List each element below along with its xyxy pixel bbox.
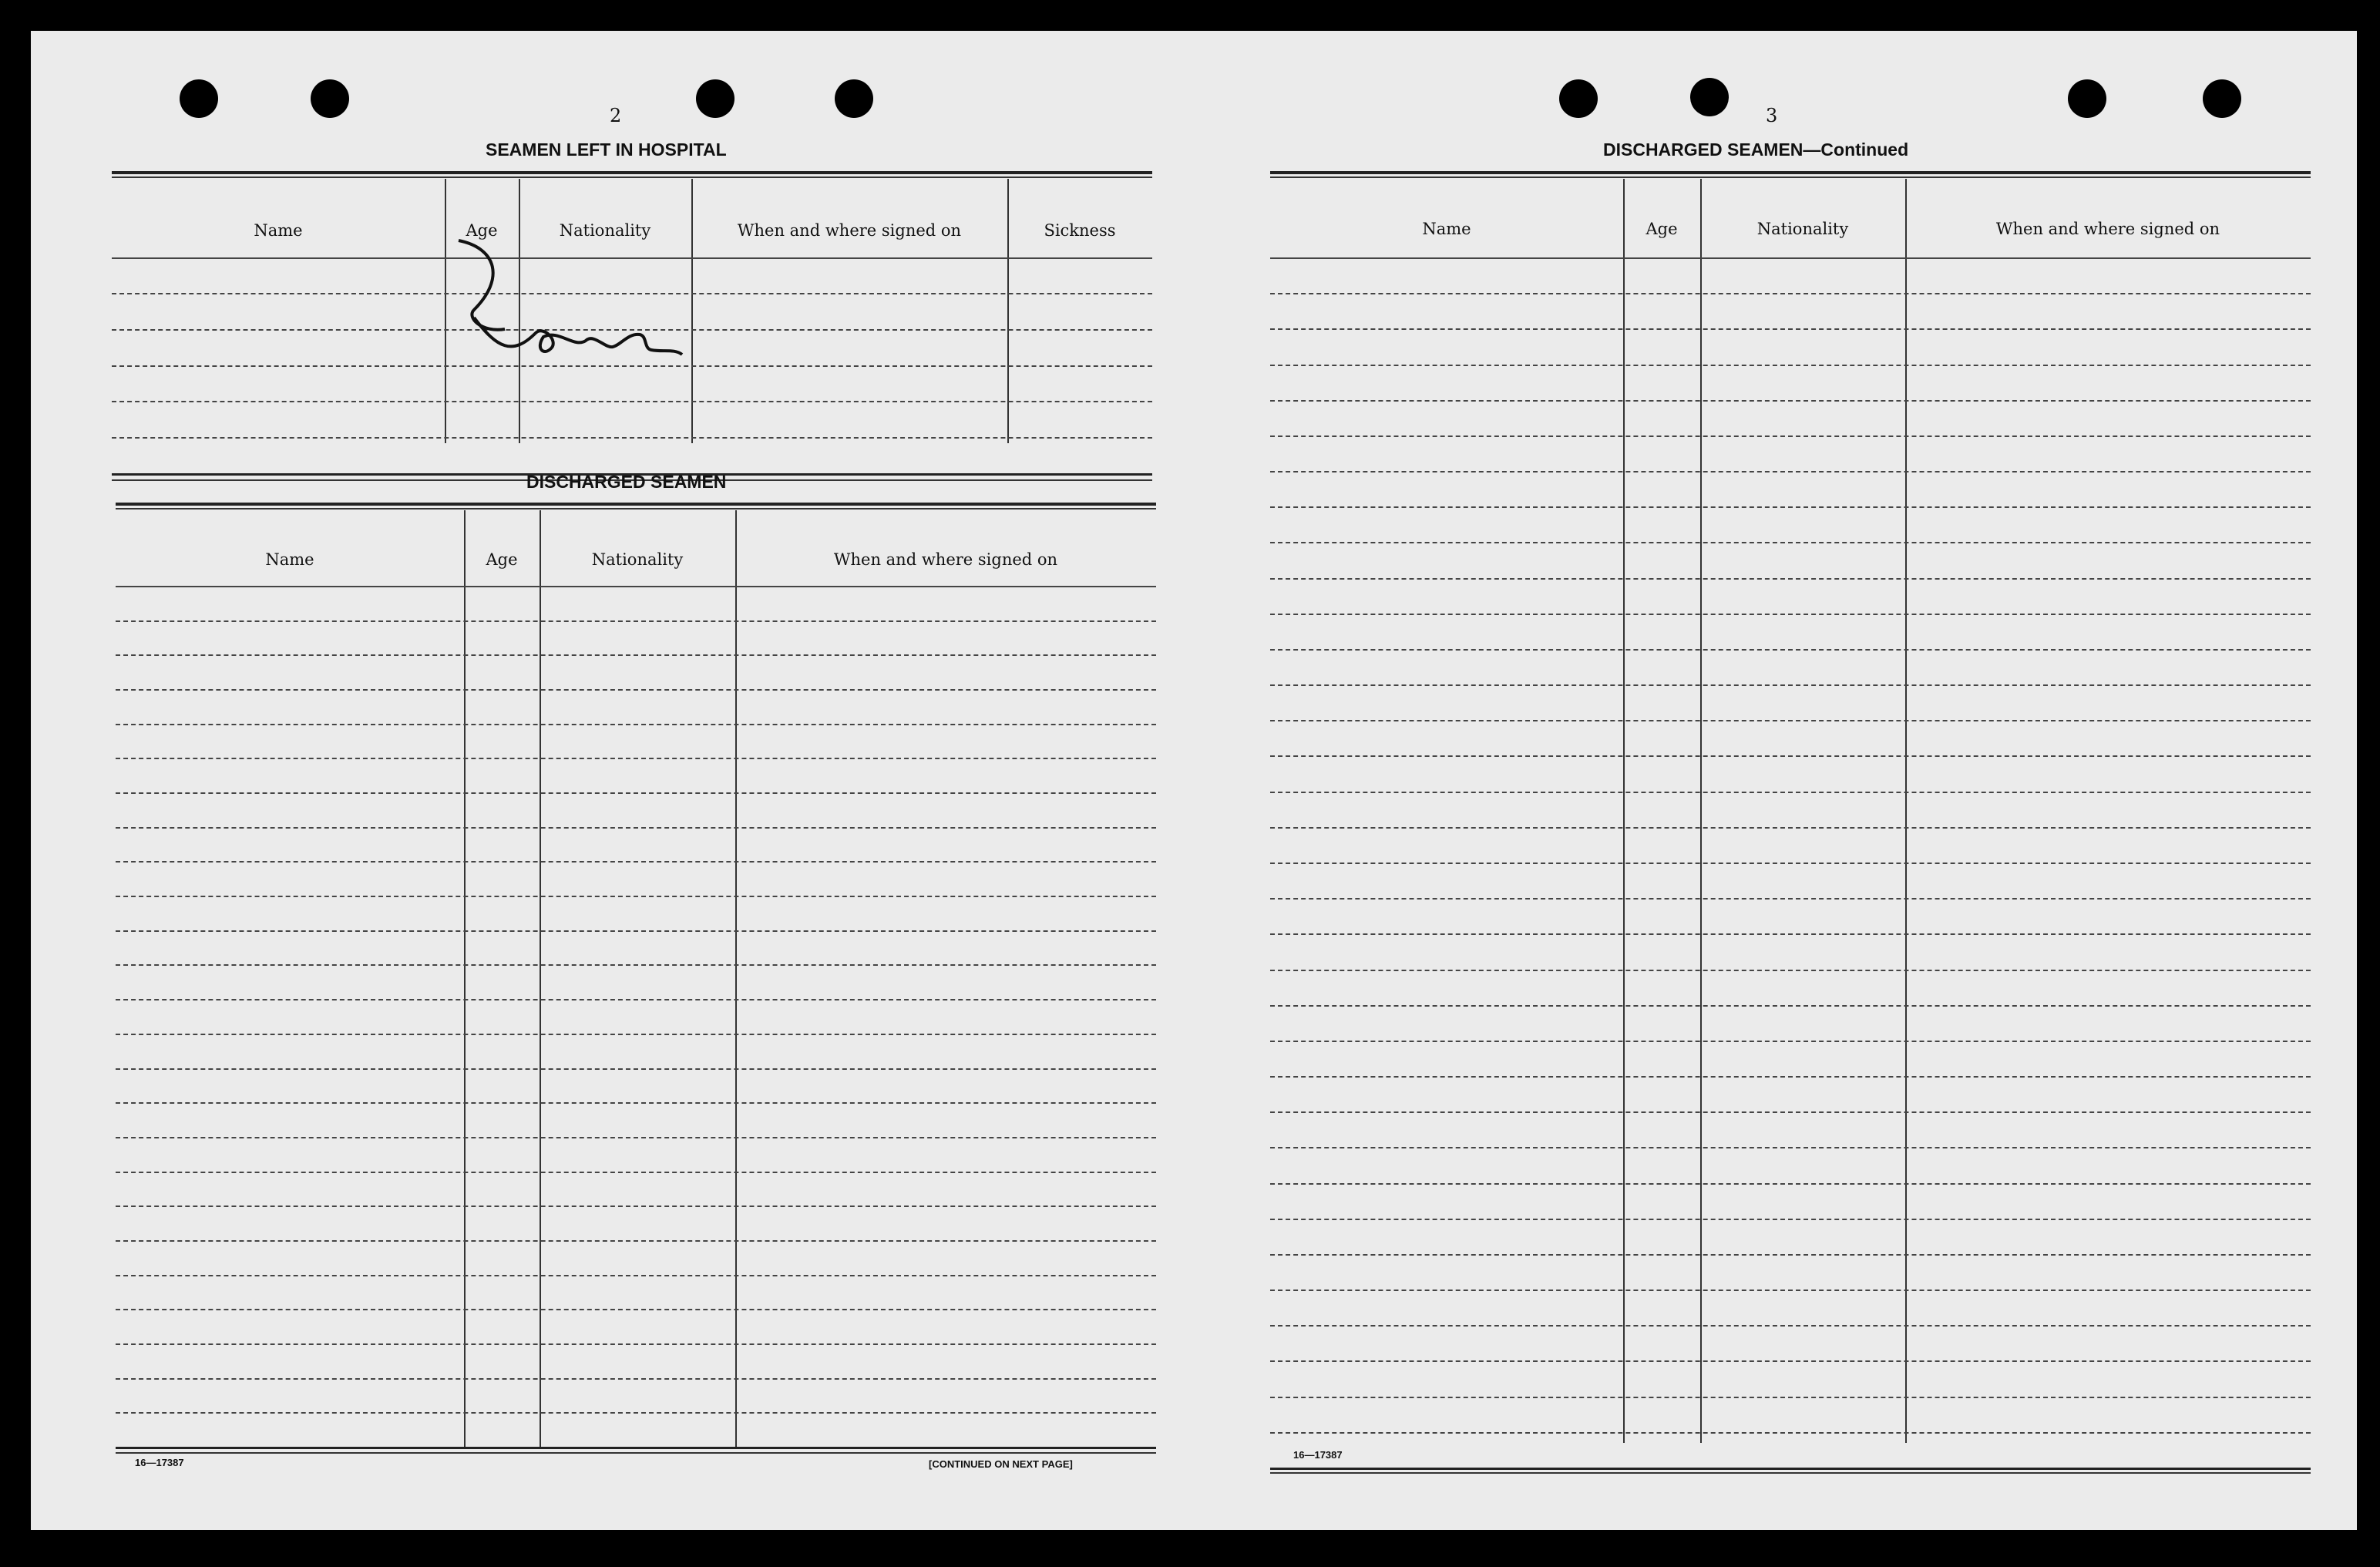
table-row (116, 724, 1156, 725)
table-row (1270, 1254, 2311, 1256)
table-row (116, 654, 1156, 656)
table-row (1270, 1147, 2311, 1148)
hospital-col-signed-on: When and where signed on (737, 221, 962, 240)
continued-note: [CONTINUED ON NEXT PAGE] (929, 1458, 1073, 1470)
punch-hole (311, 79, 349, 118)
punch-hole (2068, 79, 2106, 118)
table-row (1270, 471, 2311, 472)
table-row (1270, 792, 2311, 793)
right-col-age: Age (1645, 220, 1678, 238)
right-col-name: Name (1422, 220, 1471, 238)
hospital-col-age: Age (466, 221, 498, 240)
discharged-col-name: Name (265, 550, 314, 569)
table-row (116, 1343, 1156, 1345)
table-row (116, 861, 1156, 863)
table-row (1270, 1397, 2311, 1398)
table-row (1270, 1183, 2311, 1185)
table-row (1270, 649, 2311, 651)
form-number-left: 16—17387 (135, 1457, 184, 1468)
discharged-col-nationality: Nationality (591, 550, 684, 569)
table-row (116, 1378, 1156, 1380)
table-row (1270, 328, 2311, 330)
table-row (116, 1034, 1156, 1035)
hospital-col-nationality: Nationality (559, 221, 651, 240)
table-row (116, 758, 1156, 759)
discharged-continued-title-main: DISCHARGED SEAMEN (1603, 140, 1803, 160)
table-row (116, 792, 1156, 794)
table-row (1270, 506, 2311, 508)
table-row (1270, 1290, 2311, 1291)
table-row (116, 586, 1156, 587)
discharged-col-age: Age (486, 550, 518, 569)
punch-hole (2203, 79, 2241, 118)
table-row (116, 930, 1156, 932)
table-row (1270, 1219, 2311, 1220)
discharged-continued-suffix: —Continued (1803, 140, 1909, 160)
punch-hole (696, 79, 735, 118)
table-row (116, 1412, 1156, 1414)
table-row (1270, 684, 2311, 686)
table-row (1270, 1041, 2311, 1042)
table-row (1270, 898, 2311, 900)
table-row (1270, 755, 2311, 757)
table-row (1270, 614, 2311, 615)
table-row (116, 1240, 1156, 1242)
table-row (1270, 365, 2311, 366)
hospital-col-name: Name (254, 221, 303, 240)
hospital-table (112, 171, 1152, 486)
table-row (1270, 863, 2311, 864)
page-number-right: 3 (1766, 105, 1778, 126)
document-sheet (31, 31, 2357, 1530)
right-col-signed-on: When and where signed on (1995, 220, 2220, 238)
table-row (1270, 293, 2311, 294)
hospital-col-sickness: Sickness (1044, 221, 1116, 240)
discharged-section-title: DISCHARGED SEAMEN (526, 472, 727, 492)
table-row (1270, 720, 2311, 721)
table-row (116, 1206, 1156, 1207)
table-row (116, 999, 1156, 1000)
table-row (1270, 970, 2311, 971)
table-row (1270, 578, 2311, 580)
discharged-table-left (116, 503, 1156, 1505)
punch-hole (835, 79, 873, 118)
table-row (1270, 1432, 2311, 1434)
table-row (116, 1172, 1156, 1173)
table-row (1270, 257, 2311, 259)
punch-hole (180, 79, 218, 118)
table-row (1270, 400, 2311, 402)
hospital-section-title: SEAMEN LEFT IN HOSPITAL (486, 140, 727, 160)
page-number-left: 2 (610, 105, 622, 126)
table-row (116, 620, 1156, 622)
table-row (116, 1102, 1156, 1104)
table-row (1270, 542, 2311, 543)
table-row (116, 1275, 1156, 1276)
discharged-continued-title (1603, 140, 1908, 160)
table-row (116, 689, 1156, 691)
punch-hole (1559, 79, 1598, 118)
table-row (1270, 1360, 2311, 1362)
table-row (1270, 1111, 2311, 1113)
discharged-col-signed-on: When and where signed on (833, 550, 1058, 569)
form-number-right: 16—17387 (1293, 1449, 1343, 1461)
table-row (116, 1309, 1156, 1310)
table-row (116, 964, 1156, 966)
table-row (116, 896, 1156, 897)
table-row (116, 1068, 1156, 1070)
table-row (1270, 1005, 2311, 1007)
table-row (1270, 1076, 2311, 1078)
table-row (116, 1137, 1156, 1138)
table-row (1270, 1325, 2311, 1327)
table-row (1270, 827, 2311, 829)
discharged-table-right (1270, 171, 2311, 1481)
handwritten-none (451, 233, 698, 387)
table-row (116, 827, 1156, 829)
right-col-nationality: Nationality (1756, 220, 1849, 238)
punch-hole (1690, 78, 1729, 116)
table-row (1270, 933, 2311, 935)
table-row (1270, 435, 2311, 437)
